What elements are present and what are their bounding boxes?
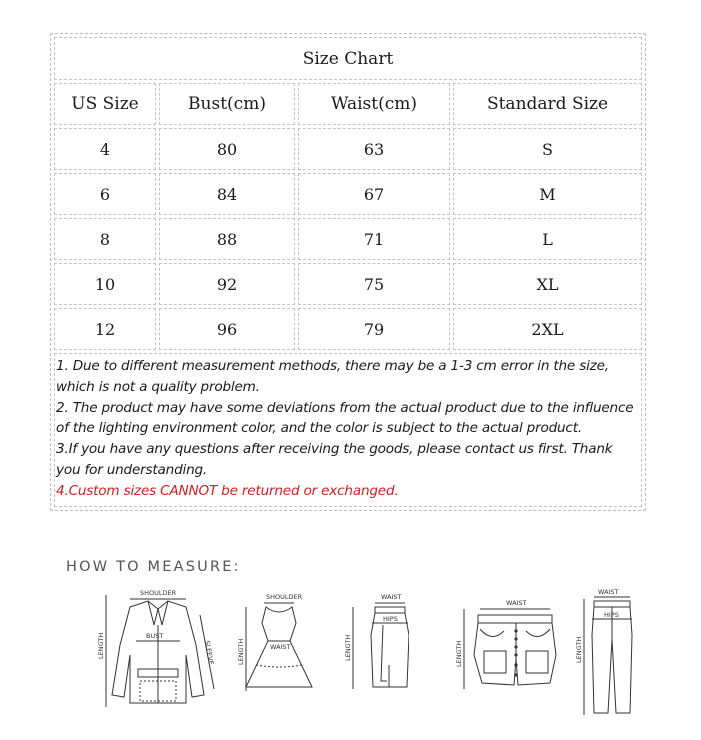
hips-label: HIPS xyxy=(383,615,398,623)
shoulder-label: SHOULDER xyxy=(266,593,303,601)
note-contact-us: 3.If you have any questions after receiving the goods, please contact us first. Thank you for understanding. xyxy=(56,441,613,478)
table-header-row xyxy=(54,83,642,125)
sleeve-label: SLEEVE xyxy=(203,639,216,666)
cell-waist: 67 xyxy=(298,173,450,215)
size-chart-title: Size Chart xyxy=(54,37,642,80)
note-no-returns-warning: 4.Custom sizes CANNOT be returned or exchanged. xyxy=(56,482,399,499)
cell-standard-size: 2XL xyxy=(453,308,642,350)
pants-measure-figure xyxy=(572,585,642,720)
waist-label: WAIST xyxy=(270,643,291,651)
cell-waist: 75 xyxy=(298,263,450,305)
note-measurement-error: 1. Due to different measurement methods, there may be a 1-3 cm error in the size, which is not a quality problem. xyxy=(56,358,609,395)
cell-waist: 71 xyxy=(298,218,450,260)
header-bust: Bust(cm) xyxy=(159,83,295,125)
waist-label: WAIST xyxy=(381,593,402,601)
cell-bust: 88 xyxy=(159,218,295,260)
cell-us-size: 10 xyxy=(54,263,156,305)
table-row xyxy=(54,128,642,170)
cell-waist: 63 xyxy=(298,128,450,170)
jacket-measure-figure xyxy=(96,585,220,717)
dress-measure-figure xyxy=(232,585,316,695)
cell-standard-size: M xyxy=(453,173,642,215)
length-label: LENGTH xyxy=(344,634,352,661)
cell-bust: 80 xyxy=(159,128,295,170)
header-standard-size: Standard Size xyxy=(453,83,642,125)
size-chart-table xyxy=(50,33,646,511)
waist-label: WAIST xyxy=(598,588,619,596)
cell-standard-size: L xyxy=(453,218,642,260)
header-waist: Waist(cm) xyxy=(298,83,450,125)
cell-waist: 79 xyxy=(298,308,450,350)
hips-label: HIPS xyxy=(604,611,619,619)
cell-us-size: 4 xyxy=(54,128,156,170)
length-label: LENGTH xyxy=(455,640,463,667)
shoulder-label: SHOULDER xyxy=(140,589,177,597)
table-row xyxy=(54,218,642,260)
table-row xyxy=(54,263,642,305)
length-label: LENGTH xyxy=(575,636,583,663)
table-row xyxy=(54,173,642,215)
skirt-outline xyxy=(371,613,409,687)
notes-block xyxy=(54,353,642,507)
waist-label: WAIST xyxy=(506,599,527,607)
table-row xyxy=(54,308,642,350)
cell-standard-size: XL xyxy=(453,263,642,305)
cell-bust: 92 xyxy=(159,263,295,305)
header-us-size: US Size xyxy=(54,83,156,125)
cell-us-size: 8 xyxy=(54,218,156,260)
cell-us-size: 6 xyxy=(54,173,156,215)
cell-bust: 84 xyxy=(159,173,295,215)
cell-standard-size: S xyxy=(453,128,642,170)
length-label: LENGTH xyxy=(97,632,105,659)
how-to-measure-title: HOW TO MEASURE: xyxy=(66,559,241,575)
bust-label: BUST xyxy=(146,632,164,640)
shorts-measure-figure xyxy=(450,585,560,695)
cell-bust: 96 xyxy=(159,308,295,350)
note-color-deviation: 2. The product may have some deviations from the actual product due to the influence of the lighting environment color, and the color is subject to the actual product. xyxy=(56,399,634,437)
length-label: LENGTH xyxy=(237,638,245,665)
skirt-measure-figure xyxy=(343,585,409,695)
cell-us-size: 12 xyxy=(54,308,156,350)
